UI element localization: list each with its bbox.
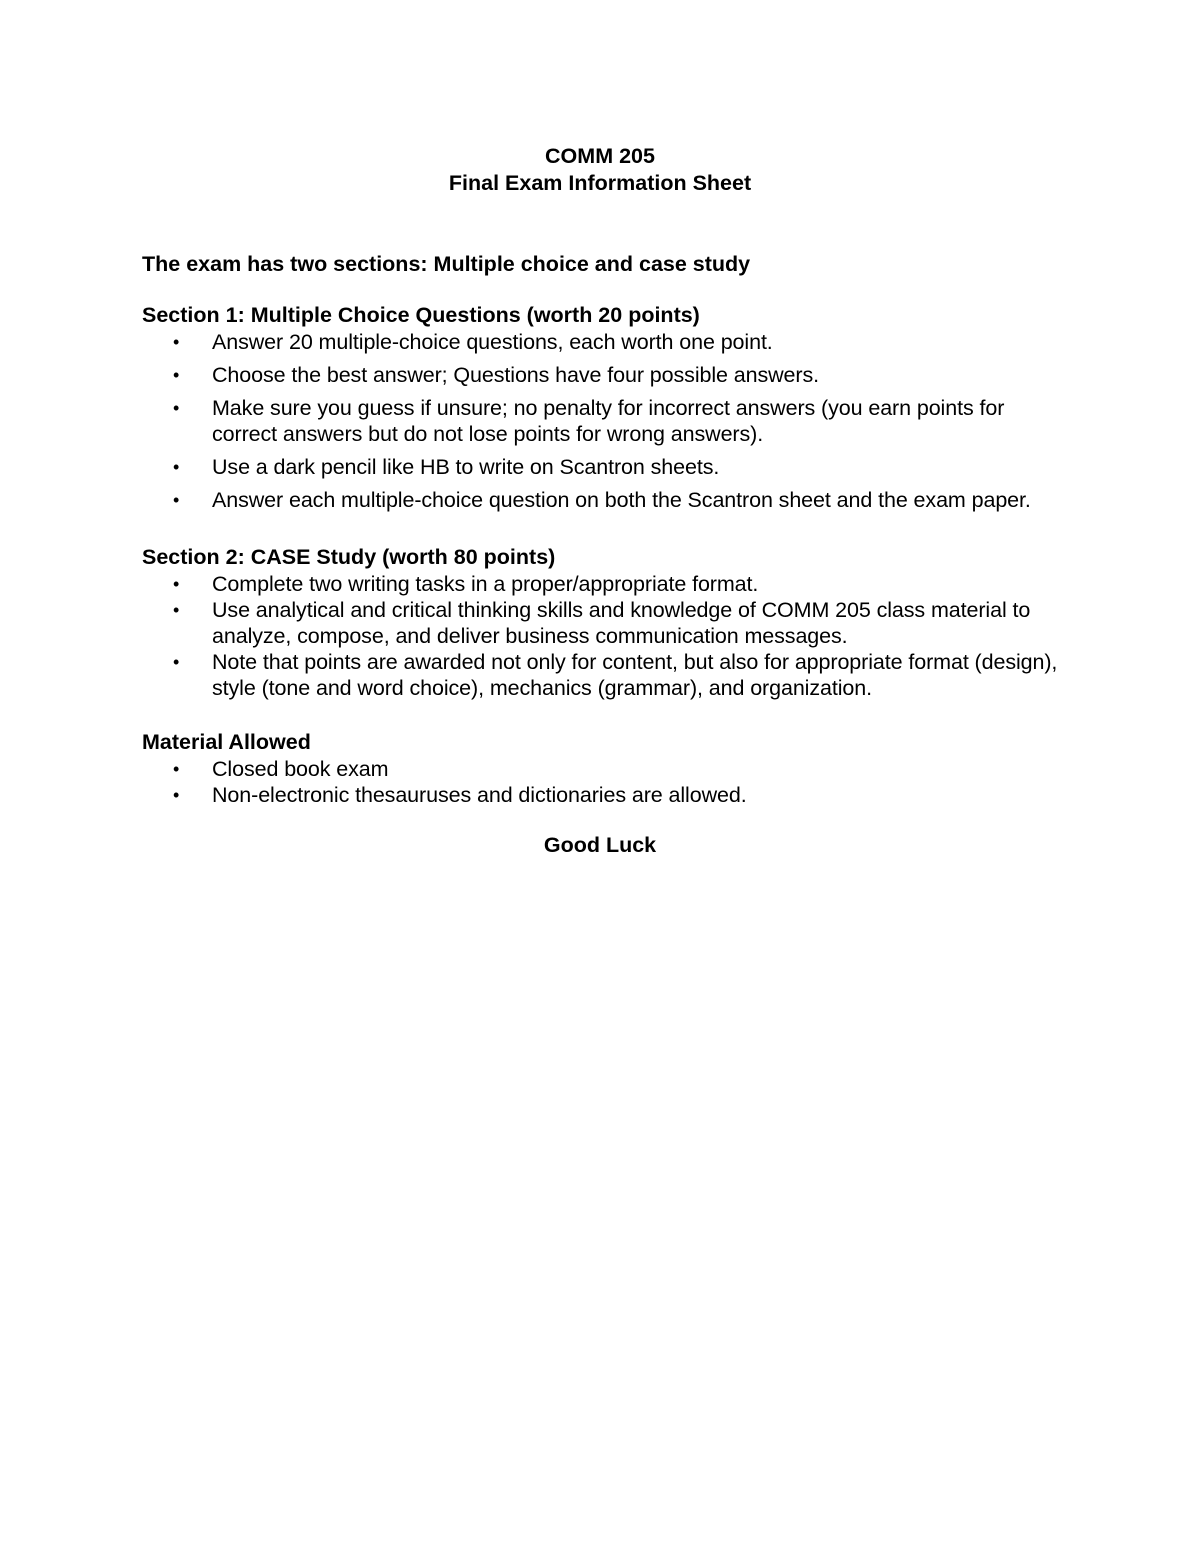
list-item: [142, 395, 1058, 447]
document-body: [142, 143, 1058, 859]
section-2-list: [142, 571, 1058, 701]
bullet-icon: •: [173, 365, 180, 385]
list-item: [142, 362, 1058, 388]
list-item-text: Note that points are awarded not only for content, but also for appropriate format (design), style (tone and word choice), mechanics (grammar), and organization.: [212, 650, 1058, 700]
list-item-text: Non-electronic thesauruses and dictionaries are allowed.: [212, 783, 747, 807]
list-item: [142, 329, 1058, 355]
list-item-text: Use analytical and critical thinking skills and knowledge of COMM 205 class material to analyze, compose, and deliver business communication messages.: [212, 598, 1031, 648]
material-allowed-list: [142, 756, 1058, 808]
bullet-icon: •: [173, 398, 180, 418]
course-code: COMM 205: [545, 144, 655, 168]
list-item: [142, 597, 1058, 649]
bullet-icon: •: [173, 785, 180, 805]
list-item-text: Answer each multiple-choice question on both the Scantron sheet and the exam paper.: [212, 488, 1031, 512]
list-item-text: Choose the best answer; Questions have four possible answers.: [212, 363, 819, 387]
exam-overview: The exam has two sections: Multiple choice and case study: [142, 252, 751, 276]
material-allowed-heading: Material Allowed: [142, 730, 311, 754]
title-block: [142, 143, 1058, 197]
bullet-icon: •: [173, 652, 180, 672]
document-title: Final Exam Information Sheet: [448, 171, 752, 195]
closing-line: Good Luck: [543, 833, 657, 857]
list-item: [142, 782, 1058, 808]
section-1-list: [142, 329, 1058, 513]
list-item: [142, 487, 1058, 513]
list-item: [142, 756, 1058, 782]
list-item: [142, 649, 1058, 701]
section-2-heading: Section 2: CASE Study (worth 80 points): [142, 545, 556, 569]
list-item-text: Answer 20 multiple-choice questions, each worth one point.: [212, 330, 773, 354]
list-item: [142, 571, 1058, 597]
list-item: [142, 454, 1058, 480]
list-item-text: Complete two writing tasks in a proper/appropriate format.: [212, 572, 759, 596]
list-item-text: Closed book exam: [212, 757, 389, 781]
list-item-text: Make sure you guess if unsure; no penalty for incorrect answers (you earn points for correct answers but do not lose points for wrong answers).: [212, 396, 1005, 446]
bullet-icon: •: [173, 332, 180, 352]
bullet-icon: •: [173, 457, 180, 477]
list-item-text: Use a dark pencil like HB to write on Scantron sheets.: [212, 455, 720, 479]
bullet-icon: •: [173, 490, 180, 510]
bullet-icon: •: [173, 759, 180, 779]
bullet-icon: •: [173, 574, 180, 594]
bullet-icon: •: [173, 600, 180, 620]
section-1-heading: Section 1: Multiple Choice Questions (worth 20 points): [142, 303, 700, 327]
